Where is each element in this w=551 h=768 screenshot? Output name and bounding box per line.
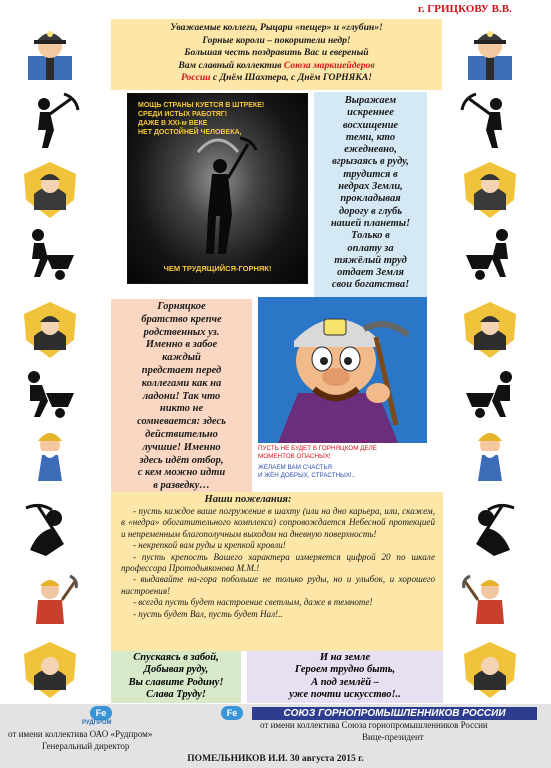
miner-pickaxe-icon bbox=[460, 500, 520, 560]
admiration-line: недрах Земли, bbox=[338, 181, 403, 193]
admiration-line: теми, кто bbox=[345, 131, 396, 143]
rudprom-signature-line-1: от имени коллектива ОАО «Рудпром» bbox=[8, 729, 153, 739]
dwarf-miner-icon bbox=[460, 425, 520, 485]
brotherhood-line: коллегами как на bbox=[141, 377, 222, 389]
admiration-line: тяжёлый труд bbox=[334, 254, 407, 266]
union-signature-line-2: Вице-президент bbox=[362, 732, 424, 742]
admiration-line: дорогу в глубь bbox=[338, 205, 403, 217]
miner-badge-icon bbox=[460, 160, 520, 220]
miner-wheelbarrow-icon bbox=[20, 365, 80, 425]
cartoon-caption bbox=[258, 445, 427, 495]
miner-wheelbarrow-icon bbox=[460, 225, 520, 285]
photo-caption-bottom: ЧЕМ ТРУДЯЩИЙСЯ-ГОРНЯК! bbox=[163, 264, 272, 273]
miner-pickaxe-icon bbox=[460, 90, 520, 150]
brotherhood-line: с кем можно идти bbox=[137, 467, 226, 479]
greeting-line-4 bbox=[111, 60, 442, 73]
labor-glory-line: Добывая руду, bbox=[143, 664, 209, 676]
brotherhood-line: братство крепче bbox=[141, 313, 222, 325]
greeting-line-3: Большая честь поздравить Вас и евереный bbox=[184, 47, 369, 59]
rudprom-logo-icon: Fe bbox=[90, 706, 112, 720]
cartoon-miner-icon bbox=[258, 297, 427, 443]
miner-badge-icon bbox=[20, 300, 80, 360]
admiration-line: ежедневно, bbox=[344, 144, 397, 156]
wishes-title: Наши пожелания: bbox=[204, 494, 292, 505]
wish-item: - всегда пусть будет настроение светлым, даже в темноте! bbox=[133, 597, 373, 608]
admiration-line: восхищение bbox=[342, 119, 399, 131]
union-banner: СОЮЗ ГОРНОПРОМЫШЛЕННИКОВ РОССИИ bbox=[252, 707, 537, 720]
greeting-line-5 bbox=[111, 72, 442, 85]
brotherhood-line: никто не bbox=[159, 403, 204, 415]
labor-glory-line: Вы славите Родину! bbox=[128, 676, 224, 688]
miner-wheelbarrow-icon bbox=[20, 225, 80, 285]
wish-item: - выдавайте на-гора побольше не только руды, но и улыбок, и хорошего настроения! bbox=[121, 574, 435, 596]
greeting-line-2: Горные короли – покорители недр! bbox=[202, 34, 351, 46]
brotherhood-line: ладони! Так что bbox=[142, 390, 221, 402]
wish-item: - пусть каждое ваше погружение в шахту (или на дно карьера, или, скажем, в «недра» обогатительного комплекса) сопровождается Небесной протекцией и непременным благополучным выходом на дневную поверхность! bbox=[121, 506, 435, 539]
brotherhood-text-box bbox=[111, 299, 252, 499]
greeting-line-5-post: с Днём Шахтера, с Днём ГОРНЯКА! bbox=[212, 72, 372, 84]
brotherhood-line: сомневается: здесь bbox=[137, 416, 226, 428]
dwarf-miner-icon bbox=[20, 425, 80, 485]
union-logo-icon: Fe bbox=[221, 706, 243, 720]
brotherhood-line: родственных уз. bbox=[143, 326, 220, 338]
cartoon-caption-blue-2: И ЖЁН ДОБРЫХ, СТРАСТНЫХ!.. bbox=[258, 471, 356, 479]
brotherhood-line: каждый bbox=[162, 352, 201, 364]
miner-badge-icon bbox=[460, 300, 520, 360]
brotherhood-line: Горняцкое bbox=[157, 301, 206, 312]
hero-verse-line: уже почти искусство!.. bbox=[289, 688, 401, 700]
admiration-line: Только в bbox=[351, 230, 390, 242]
admiration-line: прокладывая bbox=[340, 193, 401, 205]
admiration-line: искреннее bbox=[347, 107, 394, 119]
admiration-line: Выражаем bbox=[344, 95, 397, 106]
union-signature-line-1: от имени коллектива Союза горнопромышленников России bbox=[260, 720, 488, 730]
greeting-line-4-org: Союза маркшейдеров bbox=[283, 59, 375, 71]
brotherhood-line: в разведку… bbox=[153, 480, 210, 492]
miner-pickaxe-icon bbox=[20, 500, 80, 560]
greeting-line-1: Уважаемые коллеги, Рыцари «пещер» и «глубин»! bbox=[170, 22, 383, 33]
cartoon-caption-red-2: МОМЕНТОВ ОПАСНЫХ! bbox=[258, 452, 331, 460]
brotherhood-line: Именно в забое bbox=[145, 339, 218, 351]
miner-pickaxe-icon bbox=[20, 90, 80, 150]
admiration-line: нашей планеты! bbox=[330, 217, 411, 229]
miner-badge-icon bbox=[20, 640, 80, 700]
labor-glory-box bbox=[111, 651, 241, 703]
photo-caption-3: ДАЖЕ В XXI-м ВЕКЕ bbox=[138, 120, 208, 127]
rudprom-logo-brand: РУДПРОМ bbox=[82, 720, 112, 726]
brotherhood-line: лучшие! Именно bbox=[142, 441, 221, 453]
admiration-line: трудится в bbox=[343, 168, 398, 180]
hero-verse-box bbox=[247, 651, 443, 703]
red-miner-icon bbox=[460, 570, 520, 630]
photo-caption-1: МОЩЬ СТРАНЫ КУЕТСЯ В ШТРЕКЕ! bbox=[138, 102, 265, 109]
miner-helmet-portrait-icon bbox=[460, 20, 520, 80]
admiration-line: отдает Земля bbox=[337, 267, 404, 279]
photo-caption-4: НЕТ ДОСТОЙНЕЙ ЧЕЛОВЕКА, bbox=[138, 129, 242, 136]
miner-badge-icon bbox=[20, 160, 80, 220]
wish-item: - пусть крепость Вашего характера измеряется цифрой 20 по шкале профессора Протодьяконова М.М.! bbox=[121, 551, 435, 574]
miner-tunnel-photo bbox=[127, 93, 308, 284]
admiration-line: вгрызаясь в руду, bbox=[332, 156, 409, 168]
wish-item: - некрепкой вам руды и крепкой кровли! bbox=[133, 540, 286, 551]
cartoon-caption-red-1: ПУСТЬ НЕ БУДЕТ В ГОРНЯЦКОМ ДЕЛЕ bbox=[258, 445, 377, 452]
miner-helmet-portrait-icon bbox=[20, 20, 80, 80]
hero-verse-line: А под землёй – bbox=[311, 676, 379, 688]
signatory-and-date: ПОМЕЛЬНИКОВ И.И. 30 августа 2015 г. bbox=[187, 754, 364, 764]
miner-badge-icon bbox=[460, 640, 520, 700]
admiration-line: оплату за bbox=[347, 242, 394, 254]
greeting-line-5-org: России bbox=[181, 72, 211, 84]
greeting-line-4-pre: Вам славный коллектив bbox=[178, 59, 282, 71]
hero-verse-line: И на земле bbox=[319, 652, 371, 663]
hero-verse-line: Героем трудно быть, bbox=[294, 664, 396, 676]
photo-caption-2: СРЕДИ ИСТЫХ РАБОТЯГ! bbox=[138, 111, 228, 118]
brotherhood-line: предстает перед bbox=[141, 364, 222, 376]
miner-wheelbarrow-icon bbox=[460, 365, 520, 425]
brotherhood-line: здесь идёт отбор, bbox=[139, 454, 224, 466]
wish-item: - пусть будет Вал, пусть будет Нал!.. bbox=[133, 608, 283, 619]
red-miner-icon bbox=[20, 570, 80, 630]
labor-glory-line: Спускаясь в забой, bbox=[133, 652, 219, 663]
admiration-line: свои богатства! bbox=[331, 279, 410, 291]
rudprom-signature-line-2: Генеральный директор bbox=[42, 741, 130, 751]
cartoon-miner-image bbox=[258, 297, 427, 443]
wishes-box bbox=[111, 492, 443, 651]
admiration-text-box bbox=[314, 92, 427, 299]
cartoon-caption-blue-1: ЖЕЛАЕМ ВАМ СЧАСТЬЯ bbox=[258, 464, 332, 471]
labor-glory-line: Слава Труду! bbox=[146, 688, 206, 700]
addressee: г. ГРИЦКОВУ В.В. bbox=[418, 3, 512, 15]
greeting-box bbox=[111, 19, 442, 90]
brotherhood-line: действительно bbox=[145, 428, 218, 440]
